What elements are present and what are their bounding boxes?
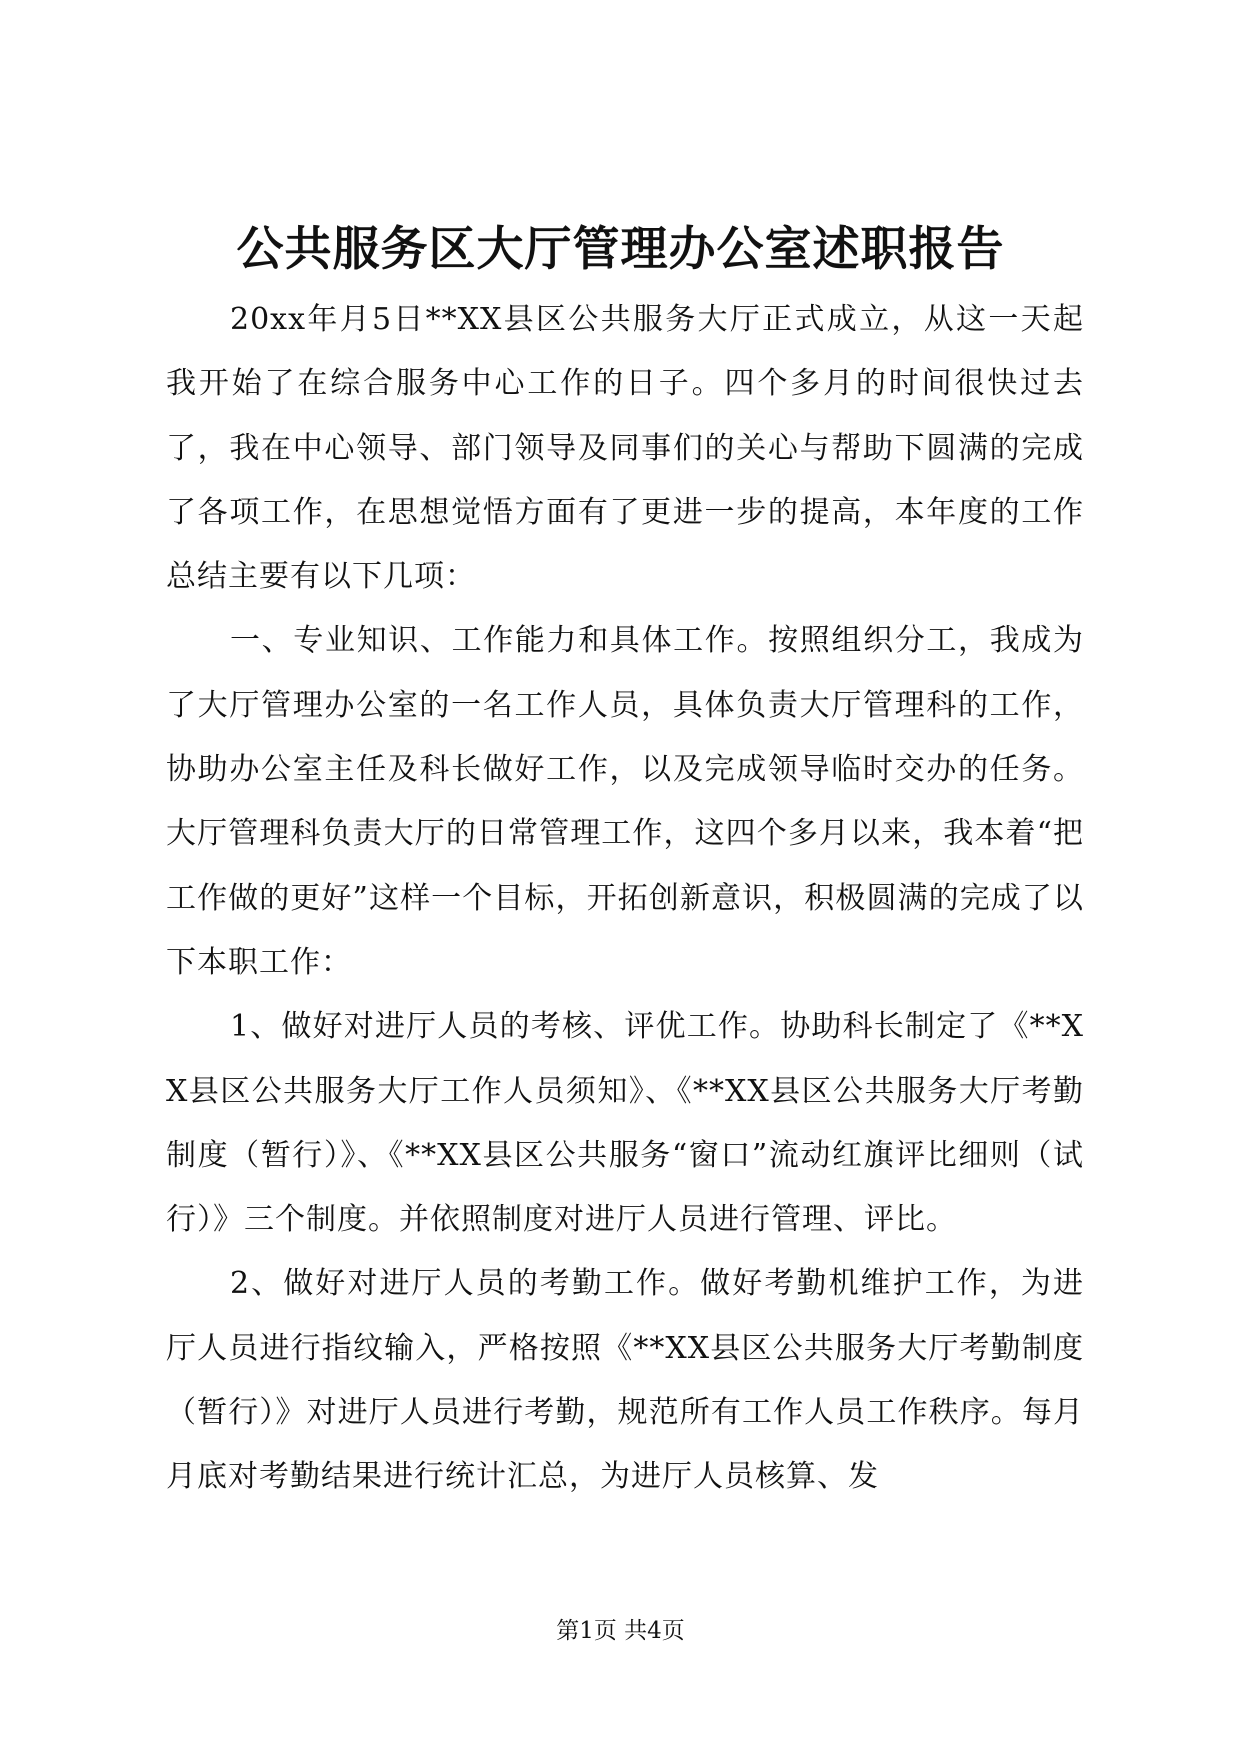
document-title: 公共服务区大厅管理办公室述职报告 [236, 222, 1005, 277]
document-body [166, 288, 1084, 1510]
paragraph-intro: 20xx年月5日**XX县区公共服务大厅正式成立，从这一天起我开始了在综合服务中心工作的日子。四个多月的时间很快过去了，我在中心领导、部门领导及同事们的关心与帮助下圆满的完成了各项工作，在思想觉悟方面有了更进一步的提高，本年度的工作总结主要有以下几项： [166, 302, 1084, 595]
page-number-footer: 第1页 共4页 [556, 1618, 685, 1644]
paragraph-item-2: 2、做好对进厅人员的考勤工作。做好考勤机维护工作，为进厅人员进行指纹输入，严格按照《**XX县区公共服务大厅考勤制度（暂行）》对进厅人员进行考勤，规范所有工作人员工作秩序。每月月底对考勤结果进行统计汇总，为进厅人员核算、发 [166, 1266, 1084, 1495]
paragraph-section-1: 一、专业知识、工作能力和具体工作。按照组织分工，我成为了大厅管理办公室的一名工作人员，具体负责大厅管理科的工作，协助办公室主任及科长做好工作，以及完成领导临时交办的任务。大厅管理科负责大厅的日常管理工作，这四个多月以来，我本着“把工作做的更好”这样一个目标，开拓创新意识，积极圆满的完成了以下本职工作： [166, 623, 1084, 980]
paragraph-item-1: 1、做好对进厅人员的考核、评优工作。协助科长制定了《**XX县区公共服务大厅工作人员须知》、《**XX县区公共服务大厅考勤制度（暂行）》、《**XX县区公共服务“窗口”流动红旗评比细则（试行）》三个制度。并依照制度对进厅人员进行管理、评比。 [166, 1009, 1084, 1238]
